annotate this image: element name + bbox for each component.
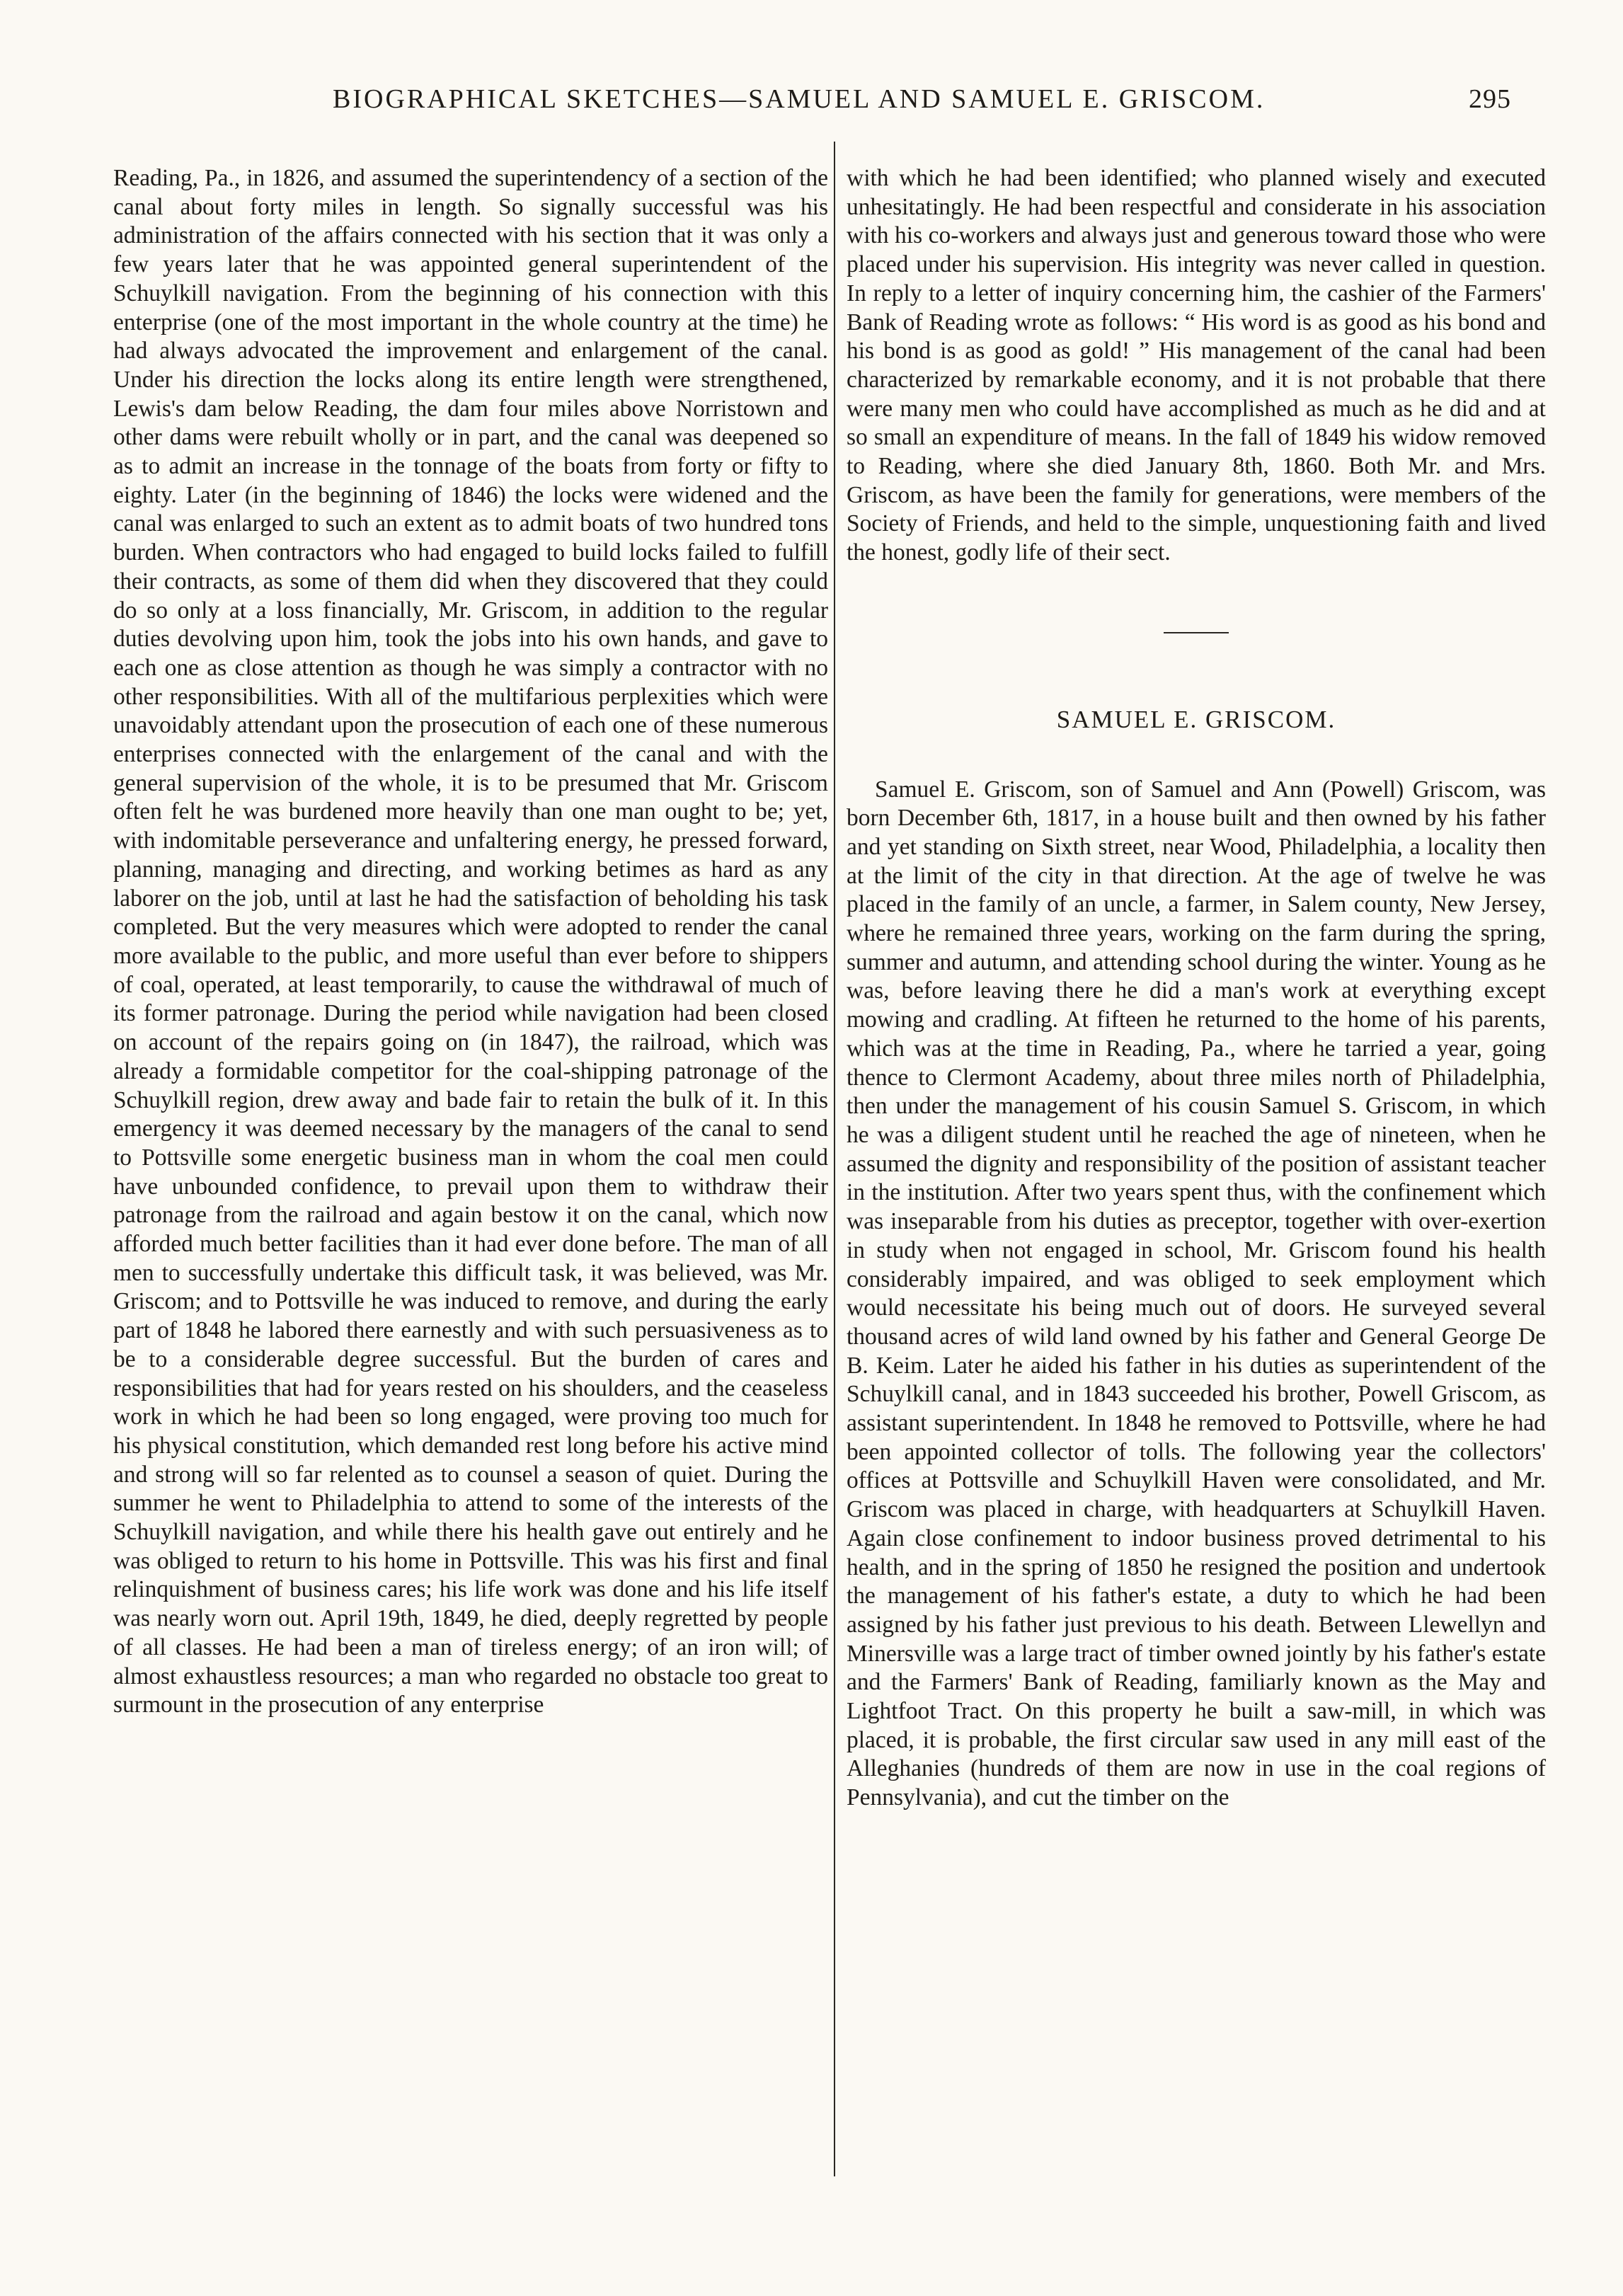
running-head-title: BIOGRAPHICAL SKETCHES—SAMUEL AND SAMUEL E. GRISCOM.: [333, 84, 1266, 114]
running-head: [113, 84, 1511, 126]
column-divider: [834, 142, 835, 2176]
continued-paragraph: with which he had been identified; who planned wisely and executed unhesitatingly. He had been respectful and considerate in his association with his co-workers and always just and generous toward those who were placed under his supervision. His integrity was never called in question. In reply to a letter of inquiry concerning him, the cashier of the Farmers' Bank of Reading wrote as follows: “ His word is as good as his bond and his bond is as good as gold! ” His management of the canal had been characterized by remarkable economy, and it is not probable that there were many men who could have accomplished as much as he did and at so small an expenditure of means. In the fall of 1849 his widow removed to Reading, where she died January 8th, 1860. Both Mr. and Mrs. Griscom, as have been the family for generations, were members of the Society of Friends, and held to the simple, unquestioning faith and lived the honest, godly life of their sect.: [847, 165, 1546, 566]
section-paragraph: Samuel E. Griscom, son of Samuel and Ann (Powell) Griscom, was born December 6th, 1817, in a house built and then owned by his father and yet standing on Sixth street, near Wood, Philadelphia, a locality then at the limit of the city in that direction. At the age of twelve he was placed in the family of an uncle, a farmer, in Salem county, New Jersey, where he remained three years, working on the farm during the spring, summer and autumn, and attending school during the winter. Young as he was, before leaving there he did a man's work at everything except mowing and cradling. At fifteen he returned to the home of his parents, which was at the time in Reading, Pa., where he tarried a year, going thence to Clermont Academy, about three miles north of Philadelphia, then under the management of his cousin Samuel S. Griscom, in which he was a diligent student until he reached the age of nineteen, when he assumed the dignity and responsibility of the position of assistant teacher in the institution. After two years spent thus, with the confinement which was inseparable from his duties as preceptor, together with over-exertion in study when not engaged in school, Mr. Griscom found his health considerably impaired, and was obliged to seek employment which would necessitate his being much out of doors. He surveyed several thousand acres of wild land owned by his father and General George De B. Keim. Later he aided his father in his duties as superintendent of the Schuylkill canal, and in 1843 succeeded his brother, Powell Griscom, as assistant superintendent. In 1848 he removed to Pottsville, where he had been appointed collector of tolls. The following year the collectors' offices at Pottsville and Schuylkill Haven were consolidated, and Mr. Griscom was placed in charge, with headquarters at Schuylkill Haven. Again close confinement to indoor business proved detrimental to his health, and in the spring of 1850 he resigned the position and undertook the management of his father's estate, a duty to which he had been assigned by his father just previous to his death. Between Llewellyn and Minersville was a large tract of timber owned jointly by his father's estate and the Farmers' Bank of Reading, familiarly known as the May and Lightfoot Tract. On this property he built a saw-mill, in which was placed, it is probable, the first circular saw used in any mill east of the Alleghanies (hundreds of them are now in use in the coal regions of Pennsylvania), and cut the timber on the: [847, 776, 1546, 1811]
page-number: 295: [1469, 84, 1511, 114]
right-column: [847, 164, 1546, 1813]
left-column-paragraph: Reading, Pa., in 1826, and assumed the superintendency of a section of the canal about forty miles in length. So signally successful was his administration of the affairs connected with his section that it was only a few years later that he was appointed general superintendent of the Schuylkill navigation. From the beginning of his connection with this enterprise (one of the most important in the whole country at the time) he had always advocated the improvement and enlargement of the canal. Under his direction the locks along its entire length were strengthened, Lewis's dam below Reading, the dam four miles above Norristown and other dams were rebuilt wholly or in part, and the canal was deepened so as to admit an increase in the tonnage of the boats from forty or fifty to eighty. Later (in the beginning of 1846) the locks were widened and the canal was enlarged to such an extent as to admit boats of two hundred tons burden. When contractors who had engaged to build locks failed to fulfill their contracts, as some of them did when they discovered that they could do so only at a loss financially, Mr. Griscom, in addition to the regular duties devolving upon him, took the jobs into his own hands, and gave to each one as close attention as though he was simply a contractor with no other responsibilities. With all of the multifarious perplexities which were unavoidably attendant upon the prosecution of each one of these numerous enterprises connected with the enlargement of the canal and with the general supervision of the whole, it is to be presumed that Mr. Griscom often felt he was burdened more heavily than one man ought to be; yet, with indomitable perseverance and unfaltering energy, he pressed forward, planning, managing and directing, and working betimes as hard as any laborer on the job, until at last he had the satisfaction of beholding his task completed. But the very measures which were adopted to render the canal more available to the public, and more useful than ever before to shippers of coal, operated, at least temporarily, to cause the withdrawal of much of its former patronage. During the period while navigation had been closed on account of the repairs going on (in 1847), the railroad, which was already a formidable competitor for the coal-shipping patronage of the Schuylkill region, drew away and bade fair to retain the bulk of it. In this emergency it was deemed necessary by the managers of the canal to send to Pottsville some energetic business man in whom the coal men could have unbounded confidence, to prevail upon them to withdraw their patronage from the railroad and again bestow it on the canal, which now afforded much better facilities than it had ever done before. The man of all men to successfully undertake this difficult task, it was believed, was Mr. Griscom; and to Pottsville he was induced to remove, and during the early part of 1848 he labored there earnestly and with such persuasiveness as to be to a considerable degree successful. But the burden of cares and responsibilities that had for years rested on his shoulders, and the ceaseless work in which he had been so long engaged, were proving too much for his physical constitution, which demanded rest long before his active mind and strong will so far relented as to counsel a season of quiet. During the summer he went to Philadelphia to attend to some of the interests of the Schuylkill navigation, and while there his health gave out entirely and he was obliged to return to his home in Pottsville. This was his first and final relinquishment of business cares; his life work was done and his life itself was nearly worn out. April 19th, 1849, he died, deeply regretted by people of all classes. He had been a man of tireless energy; of an iron will; of almost exhaustless resources; a man who regarded no obstacle too great to surmount in the prosecution of any enterprise: [113, 165, 828, 1718]
section-heading: SAMUEL E. GRISCOM.: [1056, 705, 1336, 733]
left-column: [113, 164, 828, 1720]
section-divider: [1164, 632, 1229, 633]
